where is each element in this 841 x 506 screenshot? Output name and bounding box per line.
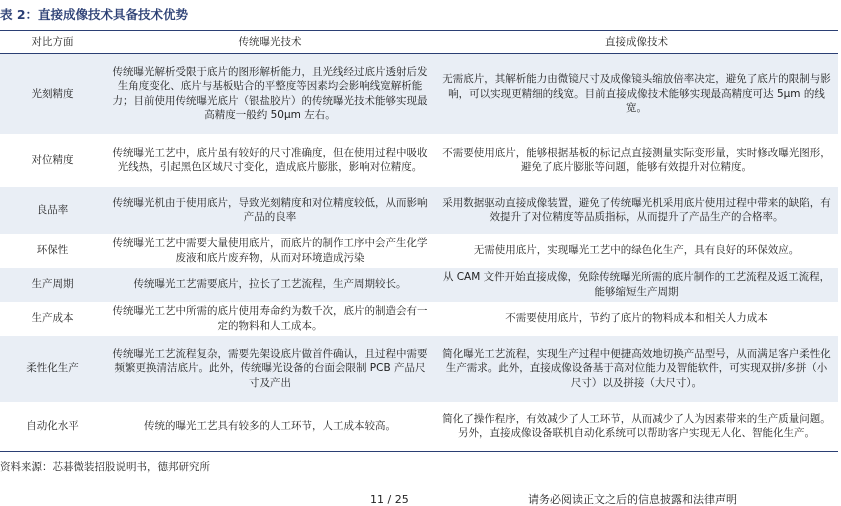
table-row (0, 302, 838, 336)
cell-aspect: 生产成本 (31, 312, 74, 325)
cell-direct: 不需要使用底片，节约了底片的物料成本和相关人力成本 (505, 312, 768, 325)
cell-aspect: 环保性 (36, 244, 69, 257)
cell-direct: 简化曝光工艺流程，实现生产过程中便捷高效地切换产品型号，从而满足客户柔性化生产需求。此外，直接成像设备基于高对位能力及智能软件，可实现双拼/多拼（小尺寸）以及拼接（大尺寸）。 (435, 336, 838, 402)
header-aspect: 对比方面 (0, 31, 105, 54)
cell-aspect: 自动化水平 (0, 402, 105, 452)
cell-direct: 无需底片，其解析能力由微镜尺寸及成像镜头缩放倍率决定，避免了底片的限制与影响，可以实现更精细的线宽。目前直接成像技术能够实现最高精度可达 5μm 的线宽。 (435, 54, 838, 134)
cell-traditional: 传统曝光工艺中，底片虽有较好的尺寸准确度，但在使用过程中吸收光线热，引起黑色区域尺寸变化，造成底片膨胀，影响对位精度。 (112, 146, 428, 173)
cell-aspect: 柔性化生产 (0, 336, 105, 402)
table-row (0, 54, 838, 134)
cell-traditional: 传统曝光工艺中所需的底片使用寿命约为数千次，底片的制造会有一定的物料和人工成本。 (112, 305, 428, 332)
table-row (0, 402, 838, 452)
table-header-row (0, 31, 838, 54)
cell-direct: 无需使用底片，实现曝光工艺中的绿色化生产，具有良好的环保效应。 (473, 244, 800, 257)
cell-aspect: 良品率 (0, 187, 105, 234)
cell-traditional: 传统曝光解析受限于底片的图形解析能力，且光线经过底片透射后发生角度变化、底片与基板贴合的平整度等因素均会影响线宽解析能力；目前使用传统曝光底片（银盐胶片）的传统曝光技术能够实现最高精度一般约 50μm 左右。 (105, 54, 435, 134)
page-number: 11 / 25 (370, 493, 409, 506)
comparison-table (0, 30, 838, 452)
cell-direct: 采用数据驱动直接成像装置，避免了传统曝光机采用底片使用过程中带来的缺陷，有效提升了对位精度等品质指标，从而提升了产品生产的合格率。 (435, 187, 838, 234)
cell-aspect: 光刻精度 (0, 54, 105, 134)
legal-disclaimer: 请务必阅读正文之后的信息披露和法律声明 (528, 493, 737, 506)
table-row (0, 134, 838, 187)
table-row (0, 187, 838, 234)
source-note: 资料来源：芯碁微装招股说明书，德邦研究所 (0, 461, 210, 473)
cell-direct: 简化了操作程序，有效减少了人工环节，从而减少了人为因素带来的生产质量问题。另外，直接成像设备联机自动化系统可以帮助客户实现无人化、智能化生产。 (435, 402, 838, 452)
table-row (0, 268, 838, 302)
table-row (0, 336, 838, 402)
cell-traditional: 传统曝光工艺需要底片，拉长了工艺流程，生产周期较长。 (105, 268, 435, 302)
cell-direct: 不需要使用底片，能够根据基板的标记点直接测量实际变形量，实时修改曝光图形，避免了底片膨胀等问题，能够有效提升对位精度。 (442, 146, 831, 173)
cell-traditional: 传统曝光机由于使用底片，导致光刻精度和对位精度较低，从而影响产品的良率 (105, 187, 435, 234)
cell-aspect: 对位精度 (31, 153, 74, 166)
header-direct: 直接成像技术 (435, 31, 838, 54)
header-traditional: 传统曝光技术 (105, 31, 435, 54)
cell-traditional: 传统的曝光工艺具有较多的人工环节，人工成本较高。 (105, 402, 435, 452)
cell-traditional: 传统曝光工艺流程复杂，需要先架设底片做首件确认，且过程中需要频繁更换清洁底片。此外，传统曝光设备的台面会限制 PCB 产品尺寸及产出 (105, 336, 435, 402)
cell-traditional: 传统曝光工艺中需要大量使用底片，而底片的制作工序中会产生化学废液和底片废弃物，从而对环境造成污染 (112, 237, 428, 264)
cell-direct: 从 CAM 文件开始直接成像，免除传统曝光所需的底片制作的工艺流程及返工流程，能够缩短生产周期 (435, 268, 838, 302)
table-title: 表 2：直接成像技术具备技术优势 (0, 7, 189, 22)
cell-aspect: 生产周期 (0, 268, 105, 302)
table-row (0, 234, 838, 268)
